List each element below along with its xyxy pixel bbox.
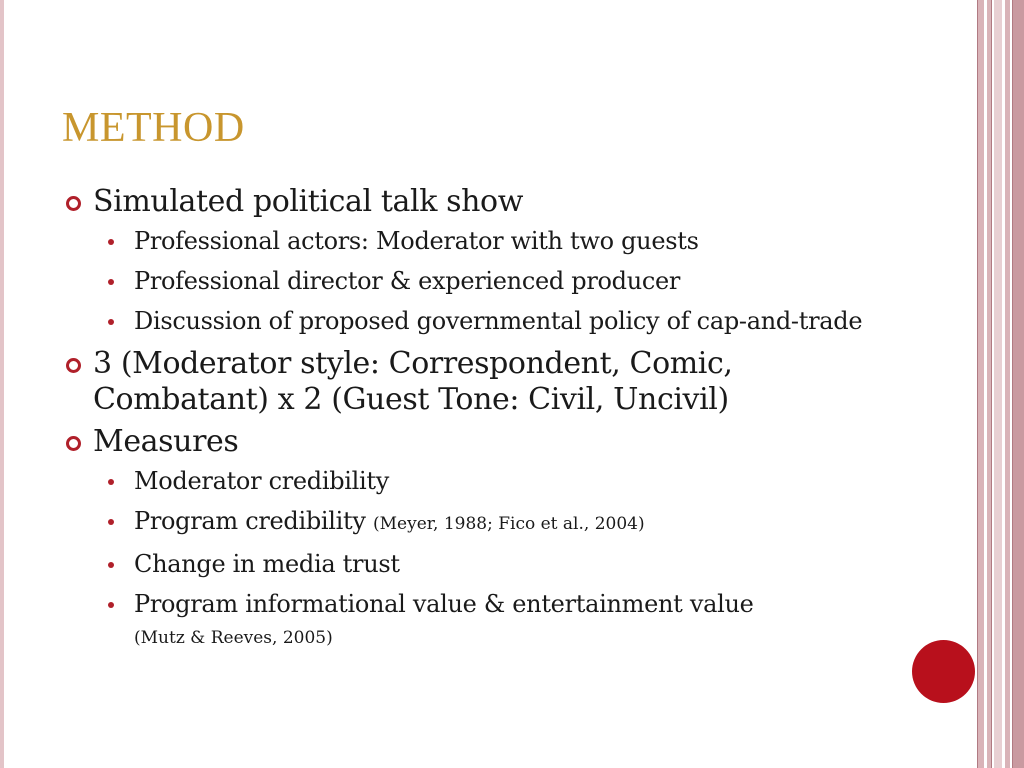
sub-bullet-list [62, 226, 882, 337]
sub-bullet-item [62, 549, 882, 580]
dot-bullet-icon [108, 602, 114, 608]
sub-bullet-item [62, 589, 882, 654]
sub-bullet-text: Discussion of proposed governmental policy of cap-and-trade [134, 307, 863, 335]
left-border [0, 0, 4, 768]
decorative-stripe [1013, 0, 1024, 768]
bullet-item [62, 346, 882, 418]
decorative-line [1012, 0, 1013, 768]
dot-bullet-icon [108, 239, 114, 245]
decorative-line [977, 0, 978, 768]
decorative-stripe [978, 0, 984, 768]
sub-bullet-item [62, 306, 882, 337]
dot-bullet-icon [108, 479, 114, 485]
hollow-circle-bullet-icon [66, 358, 81, 373]
decorative-stripe [994, 0, 1002, 768]
dot-bullet-icon [108, 279, 114, 285]
hollow-circle-bullet-icon [66, 196, 81, 211]
bullet-text: Simulated political talk show [93, 184, 523, 219]
dot-bullet-icon [108, 319, 114, 325]
hollow-circle-bullet-icon [66, 436, 81, 451]
sub-bullet-item [62, 466, 882, 497]
sub-bullet-text: Program credibility [134, 507, 366, 535]
decorative-stripe [1005, 0, 1010, 768]
dot-bullet-icon [108, 519, 114, 525]
slide-title: METHOD [62, 105, 245, 151]
citation: (Meyer, 1988; Fico et al., 2004) [373, 514, 645, 534]
sub-bullet-text: Professional actors: Moderator with two guests [134, 227, 699, 255]
sub-bullet-list [62, 466, 882, 654]
bullet-text: Measures [93, 424, 239, 459]
bullet-item [62, 184, 882, 220]
bullet-item [62, 424, 882, 460]
slide-content [62, 184, 882, 663]
red-circle-icon [912, 640, 975, 703]
sub-bullet-item [62, 266, 882, 297]
sub-bullet-text: Program informational value & entertainment value [134, 590, 754, 618]
sub-bullet-text: Professional director & experienced producer [134, 267, 681, 295]
sub-bullet-text: Moderator credibility [134, 467, 390, 495]
sub-bullet-item [62, 226, 882, 257]
decorative-line [991, 0, 992, 768]
sub-bullet-item [62, 506, 882, 540]
dot-bullet-icon [108, 562, 114, 568]
bullet-text: 3 (Moderator style: Correspondent, Comic, Combatant) x 2 (Guest Tone: Civil, Uncivil) [93, 346, 733, 417]
sub-bullet-text: Change in media trust [134, 550, 400, 578]
citation: (Mutz & Reeves, 2005) [134, 628, 333, 648]
